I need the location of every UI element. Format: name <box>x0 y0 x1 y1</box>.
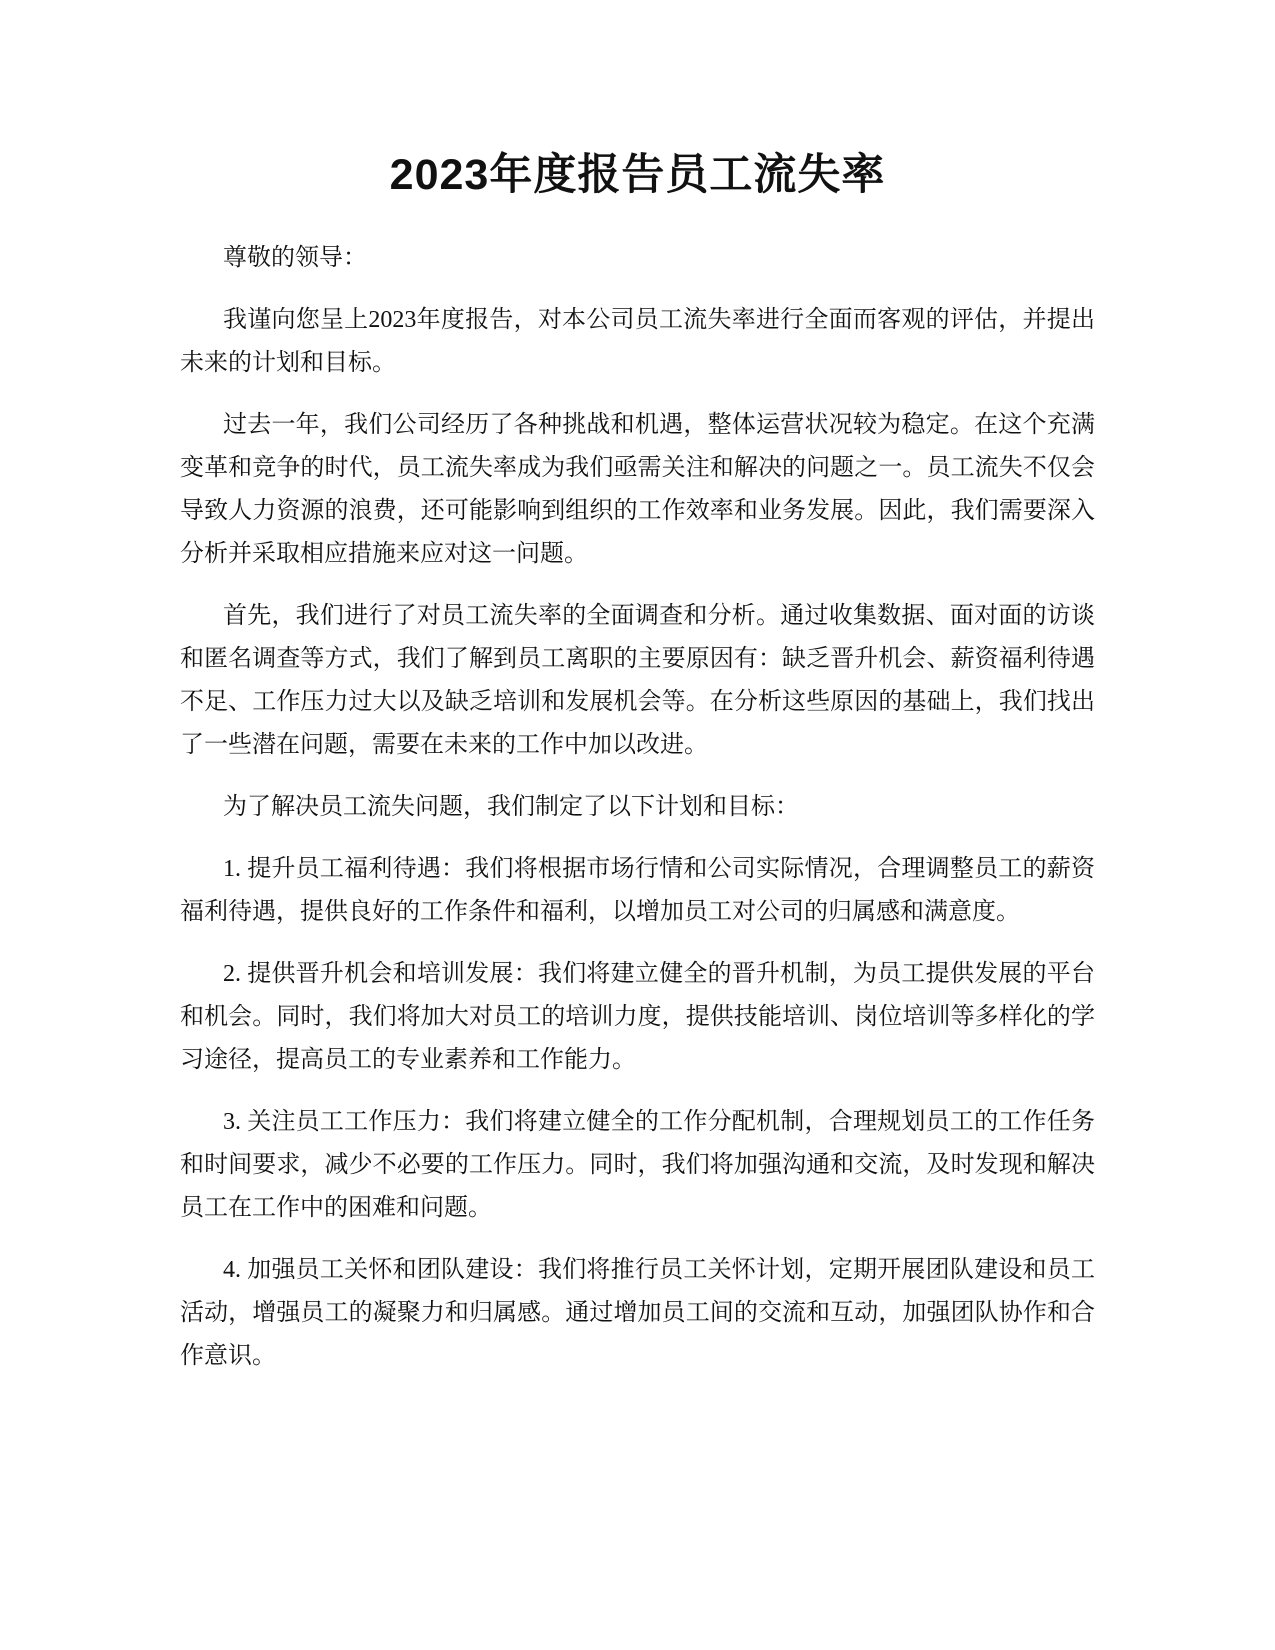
salutation: 尊敬的领导： <box>223 245 367 271</box>
plan-item-3: 3. 关注员工工作压力：我们将建立健全的工作分配机制，合理规划员工的工作任务和时间要求，减少不必要的工作压力。同时，我们将加强沟通和交流，及时发现和解决员工在工作中的困难和问题。 <box>180 1109 1095 1221</box>
document-body <box>180 237 1095 1397</box>
plan-item-1: 1. 提升员工福利待遇：我们将根据市场行情和公司实际情况，合理调整员工的薪资福利待遇，提供良好的工作条件和福利，以增加员工对公司的归属感和满意度。 <box>180 856 1095 925</box>
background-paragraph: 过去一年，我们公司经历了各种挑战和机遇，整体运营状况较为稳定。在这个充满变革和竞争的时代，员工流失率成为我们亟需关注和解决的问题之一。员工流失不仅会导致人力资源的浪费，还可能影响到组织的工作效率和业务发展。因此，我们需要深入分析并采取相应措施来应对这一问题。 <box>180 412 1095 567</box>
intro-paragraph: 我谨向您呈上2023年度报告，对本公司员工流失率进行全面而客观的评估，并提出未来的计划和目标。 <box>180 307 1095 376</box>
document-page <box>180 0 1095 1650</box>
plan-item-2: 2. 提供晋升机会和培训发展：我们将建立健全的晋升机制，为员工提供发展的平台和机会。同时，我们将加大对员工的培训力度，提供技能培训、岗位培训等多样化的学习途径，提高员工的专业素养和工作能力。 <box>180 961 1095 1073</box>
plan-item-4: 4. 加强员工关怀和团队建设：我们将推行员工关怀计划，定期开展团队建设和员工活动，增强员工的凝聚力和归属感。通过增加员工间的交流和互动，加强团队协作和合作意识。 <box>180 1257 1095 1369</box>
analysis-paragraph: 首先，我们进行了对员工流失率的全面调查和分析。通过收集数据、面对面的访谈和匿名调查等方式，我们了解到员工离职的主要原因有：缺乏晋升机会、薪资福利待遇不足、工作压力过大以及缺乏培训和发展机会等。在分析这些原因的基础上，我们找出了一些潜在问题，需要在未来的工作中加以改进。 <box>180 603 1095 758</box>
document-title: 2023年度报告员工流失率 <box>389 151 886 199</box>
plan-intro-paragraph: 为了解决员工流失问题，我们制定了以下计划和目标： <box>223 794 799 820</box>
